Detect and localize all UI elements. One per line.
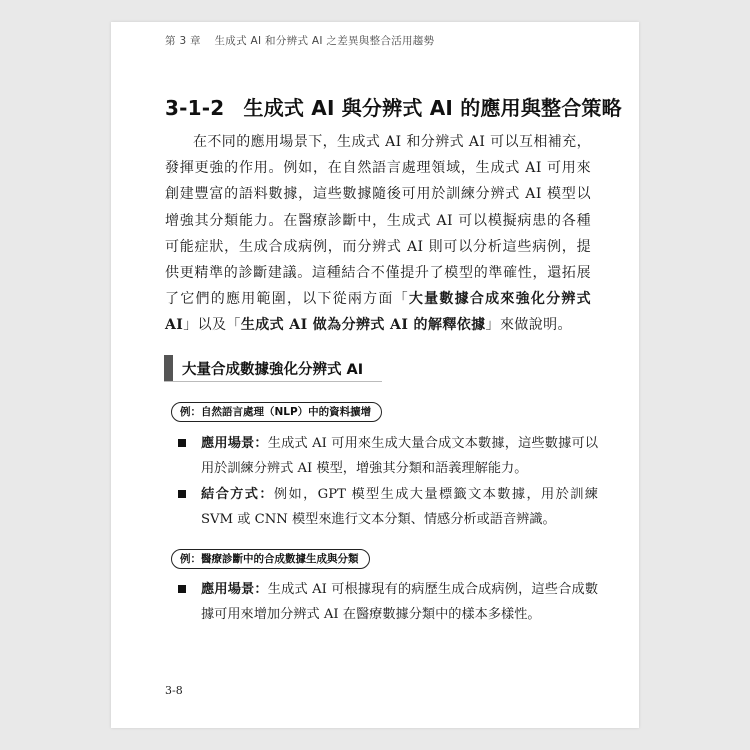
subsection-heading (164, 355, 382, 382)
section-title (165, 92, 622, 121)
list-item (178, 431, 598, 481)
section-title-text: 生成式 AI 與分辨式 AI 的應用與整合策略 (243, 96, 622, 120)
book-page (111, 22, 639, 728)
running-head-title: 生成式 AI 和分辨式 AI 之差異與整合活用趨勢 (214, 35, 435, 47)
list-item (178, 482, 598, 532)
square-bullet-icon (178, 585, 186, 593)
section-number: 3-1-2 (165, 96, 225, 120)
square-bullet-icon (178, 490, 186, 498)
list-item-text: 生成式 AI 可根據現有的病歷生成合成病例，這些合成數據可用來增加分辨式 AI 在醫療數據分類中的樣本多樣性。 (201, 582, 599, 622)
page-number: 3-8 (165, 684, 183, 697)
example-2-list (178, 577, 598, 628)
list-item (178, 577, 598, 627)
subsection-heading-bar (164, 355, 173, 381)
example-2-tag: 例：醫療診斷中的合成數據生成與分類 (171, 549, 370, 569)
list-item-lead: 應用場景： (201, 582, 268, 597)
intro-bold-1: 大量數據合成來強化分辨式 AI (165, 291, 591, 334)
list-item-text: 例如，GPT 模型生成大量標籤文本數據，用於訓練 SVM 或 CNN 模型來進行文本分類、情感分析或語音辨識。 (201, 487, 598, 527)
intro-paragraph (165, 129, 591, 339)
running-head (165, 33, 434, 48)
intro-paragraph-text (165, 129, 591, 339)
example-1-list (178, 431, 598, 533)
intro-text-before: 在不同的應用場景下，生成式 AI 和分辨式 AI 可以互相補充，發揮更強的作用。例如，在自然語言處理領域，生成式 AI 可用來創建豐富的語料數據，這些數據隨後可用於訓練分辨式 AI 模型以增強其分類能力。在醫療診斷中，生成式 AI 可以模擬病患的各種可能症狀，生成合成病例，而分辨式 AI 則可以分析這些病例，提供更精準的診斷建議。這種結合不僅提升了模型的準確性，還拓展了它們的應用範圍，以下從兩方面「 (165, 134, 591, 308)
square-bullet-icon (178, 439, 186, 447)
intro-text-after: 」來做說明。 (485, 317, 572, 334)
list-item-lead: 結合方式： (201, 487, 274, 502)
example-1-tag: 例：自然語言處理（NLP）中的資料擴增 (171, 402, 382, 422)
subsection-heading-text: 大量合成數據強化分辨式 AI (182, 362, 364, 378)
intro-text-middle: 」以及「 (183, 317, 241, 334)
intro-bold-2: 生成式 AI 做為分辨式 AI 的解釋依據 (240, 317, 486, 334)
list-item-text: 生成式 AI 可用來生成大量合成文本數據，這些數據可以用於訓練分辨式 AI 模型，增強其分類和語義理解能力。 (201, 436, 599, 476)
running-head-chapter: 第 3 章 (165, 35, 201, 47)
list-item-lead: 應用場景： (201, 436, 268, 451)
